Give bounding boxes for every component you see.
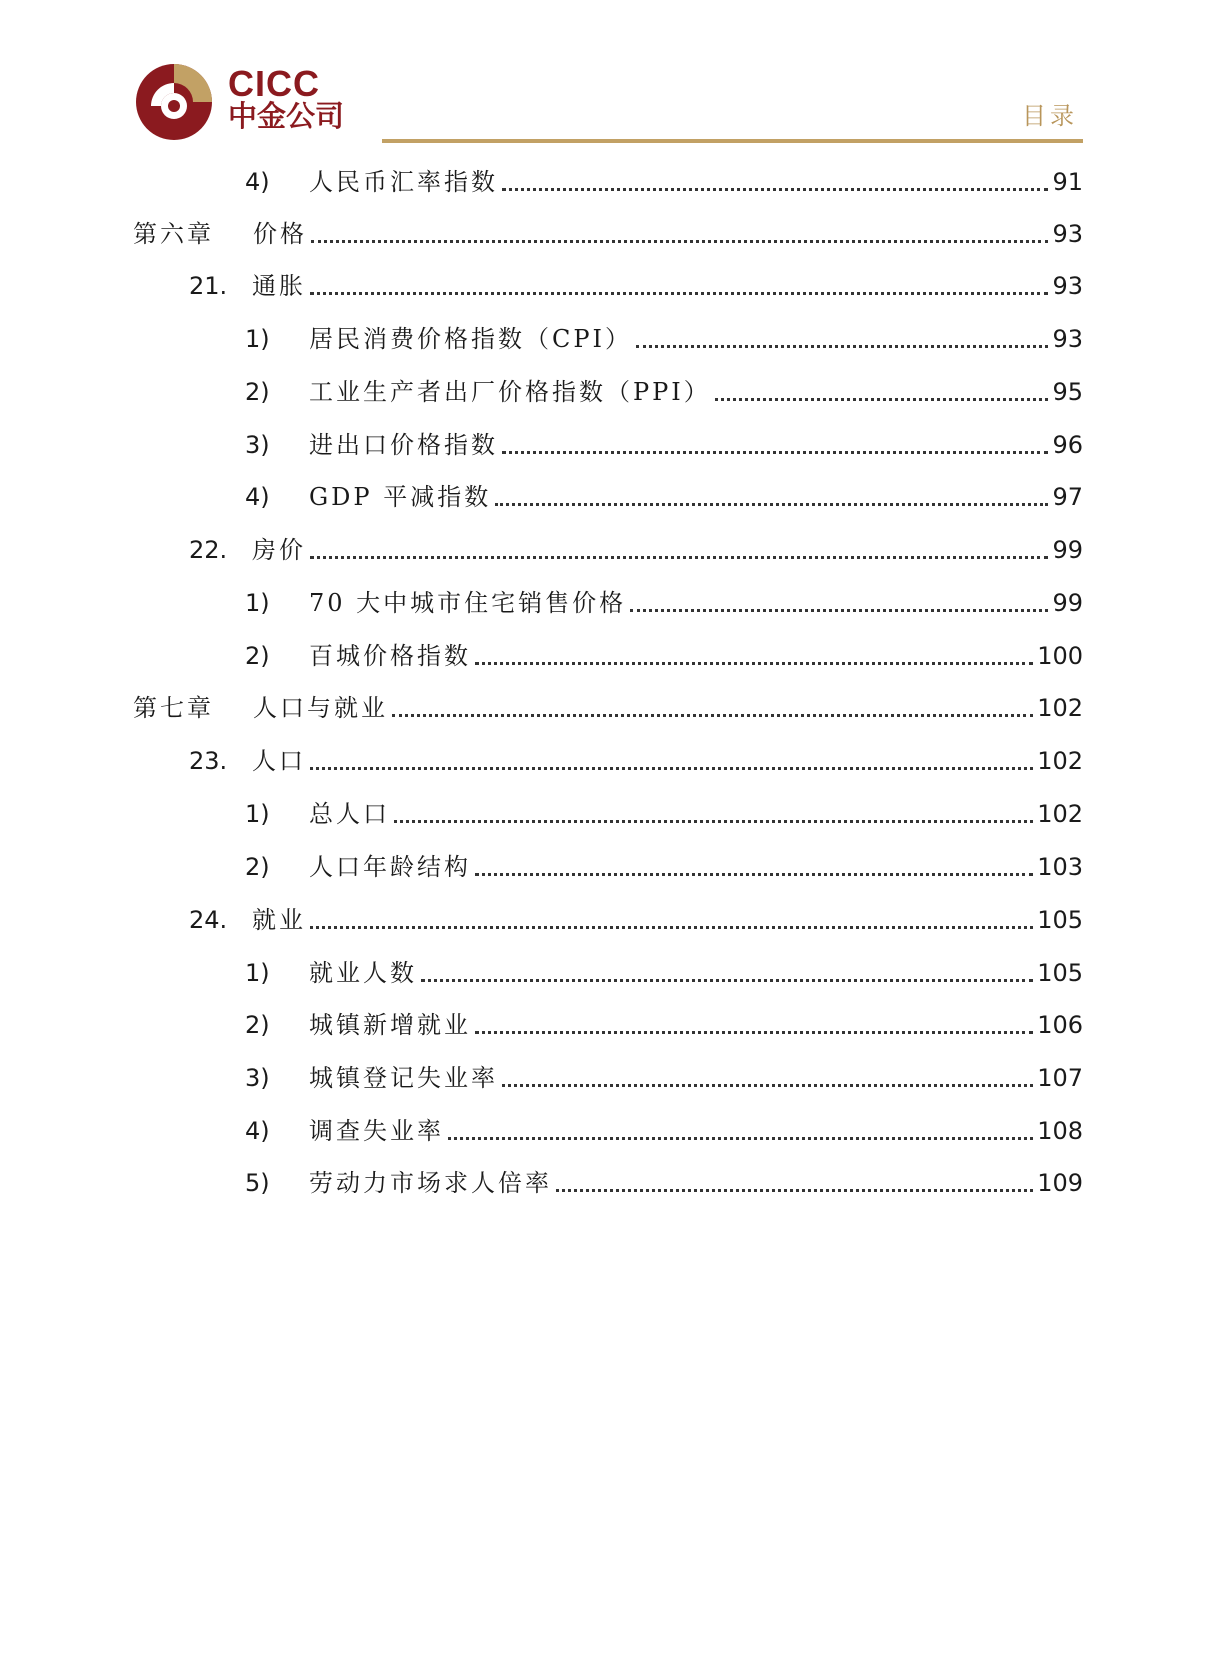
logo-text-en: CICC <box>228 63 320 104</box>
dot-leader <box>310 902 1033 938</box>
toc-entry-number: 第七章 <box>133 694 214 722</box>
dot-leader <box>394 796 1033 832</box>
toc-entry-number: 5) <box>245 1169 270 1197</box>
toc-entry-page: 93 <box>1052 272 1083 300</box>
toc-entry-title: 就业人数 <box>309 959 417 987</box>
toc-entry-title: GDP 平减指数 <box>309 483 492 511</box>
dot-leader <box>715 374 1049 410</box>
toc-entry-page: 91 <box>1052 168 1083 196</box>
cicc-logo-icon <box>135 63 213 141</box>
dot-leader <box>475 1007 1033 1043</box>
toc-entry-title: 人口年龄结构 <box>309 853 471 881</box>
dot-leader <box>310 268 1048 304</box>
dot-leader <box>630 585 1048 621</box>
dot-leader <box>502 1060 1033 1096</box>
toc-entry-number: 4) <box>245 483 270 511</box>
dot-leader <box>556 1165 1033 1201</box>
toc-entry-title: 就业 <box>252 906 306 934</box>
toc-entry-page: 108 <box>1037 1117 1083 1145</box>
toc-entry-title: 70 大中城市住宅销售价格 <box>309 589 627 617</box>
toc-entry-number: 1) <box>245 800 270 828</box>
toc-entry-number: 2) <box>245 378 270 406</box>
toc-entry-page: 93 <box>1052 220 1083 248</box>
toc-entry[interactable] <box>245 321 1083 357</box>
toc-entry-page: 99 <box>1052 589 1083 617</box>
toc-entry[interactable] <box>245 1165 1083 1201</box>
logo-text-cn: 中金公司 <box>228 99 345 133</box>
toc-entry-page: 100 <box>1037 642 1083 670</box>
toc-entry[interactable] <box>245 849 1083 885</box>
toc-entry-page: 97 <box>1052 483 1083 511</box>
toc-entry-number: 24. <box>189 906 228 934</box>
toc-entry-title: 劳动力市场求人倍率 <box>309 1169 552 1197</box>
toc-entry-title: 进出口价格指数 <box>309 431 498 459</box>
toc-entry-title: 价格 <box>253 220 307 248</box>
toc-entry-number: 23. <box>189 747 228 775</box>
toc-entry-number: 1) <box>245 325 270 353</box>
toc-entry-number: 2) <box>245 642 270 670</box>
toc-entry-page: 99 <box>1052 536 1083 564</box>
toc-entry[interactable] <box>245 164 1083 200</box>
toc-entry[interactable] <box>189 743 1083 779</box>
toc-entry-number: 3) <box>245 431 270 459</box>
toc-entry-title: 城镇新增就业 <box>309 1011 471 1039</box>
dot-leader <box>448 1113 1033 1149</box>
toc-entry-number: 第六章 <box>133 220 214 248</box>
toc-entry-title: 百城价格指数 <box>309 642 471 670</box>
toc-entry-page: 109 <box>1037 1169 1083 1197</box>
toc-entry[interactable] <box>133 216 1083 252</box>
dot-leader <box>475 638 1033 674</box>
toc-entry-page: 102 <box>1037 747 1083 775</box>
toc-entry[interactable] <box>245 1113 1083 1149</box>
toc-entry-title: 通胀 <box>252 272 306 300</box>
toc-entry-title: 人口 <box>252 747 306 775</box>
dot-leader <box>502 427 1048 463</box>
page-header <box>0 0 1208 150</box>
section-label: 目录 <box>1022 102 1078 130</box>
dot-leader <box>310 532 1048 568</box>
toc-entry-title: 工业生产者出厂价格指数（PPI） <box>309 378 711 406</box>
toc-entry[interactable] <box>245 955 1083 991</box>
toc-entry-page: 106 <box>1037 1011 1083 1039</box>
toc-entry[interactable] <box>189 532 1083 568</box>
toc-entry[interactable] <box>245 638 1083 674</box>
toc-entry[interactable] <box>133 690 1083 726</box>
dot-leader <box>311 216 1048 252</box>
dot-leader <box>421 955 1033 991</box>
toc-entry-page: 102 <box>1037 800 1083 828</box>
toc-entry-number: 2) <box>245 1011 270 1039</box>
toc-entry-title: 总人口 <box>309 800 390 828</box>
toc-entry-number: 22. <box>189 536 228 564</box>
toc-entry[interactable] <box>189 268 1083 304</box>
toc-entry[interactable] <box>245 1060 1083 1096</box>
toc-entry-number: 4) <box>245 1117 270 1145</box>
toc-entry-page: 105 <box>1037 906 1083 934</box>
toc-entry-page: 102 <box>1037 694 1083 722</box>
toc-entry-number: 1) <box>245 959 270 987</box>
toc-entry[interactable] <box>245 796 1083 832</box>
toc-entry[interactable] <box>245 374 1083 410</box>
dot-leader <box>392 690 1033 726</box>
toc-entry-number: 21. <box>189 272 228 300</box>
toc-entry[interactable] <box>245 427 1083 463</box>
header-divider <box>382 139 1083 143</box>
toc-entry-title: 城镇登记失业率 <box>309 1064 498 1092</box>
toc-entry[interactable] <box>189 902 1083 938</box>
toc-entry[interactable] <box>245 479 1083 515</box>
toc-entry[interactable] <box>245 585 1083 621</box>
dot-leader <box>502 164 1048 200</box>
toc-entry[interactable] <box>245 1007 1083 1043</box>
dot-leader <box>495 479 1048 515</box>
toc-entry-page: 103 <box>1037 853 1083 881</box>
toc-entry-page: 96 <box>1052 431 1083 459</box>
toc-entry-page: 93 <box>1052 325 1083 353</box>
toc-entry-page: 107 <box>1037 1064 1083 1092</box>
toc-entry-title: 居民消费价格指数（CPI） <box>309 325 632 353</box>
toc-entry-page: 105 <box>1037 959 1083 987</box>
dot-leader <box>636 321 1048 357</box>
toc-entry-title: 人口与就业 <box>253 694 388 722</box>
toc-entry-number: 3) <box>245 1064 270 1092</box>
toc-entry-number: 4) <box>245 168 270 196</box>
toc-entry-title: 人民币汇率指数 <box>309 168 498 196</box>
toc-entry-title: 调查失业率 <box>309 1117 444 1145</box>
toc-entry-title: 房价 <box>252 536 306 564</box>
toc-entry-page: 95 <box>1052 378 1083 406</box>
dot-leader <box>310 743 1033 779</box>
dot-leader <box>475 849 1033 885</box>
toc-entry-number: 1) <box>245 589 270 617</box>
toc-entry-number: 2) <box>245 853 270 881</box>
